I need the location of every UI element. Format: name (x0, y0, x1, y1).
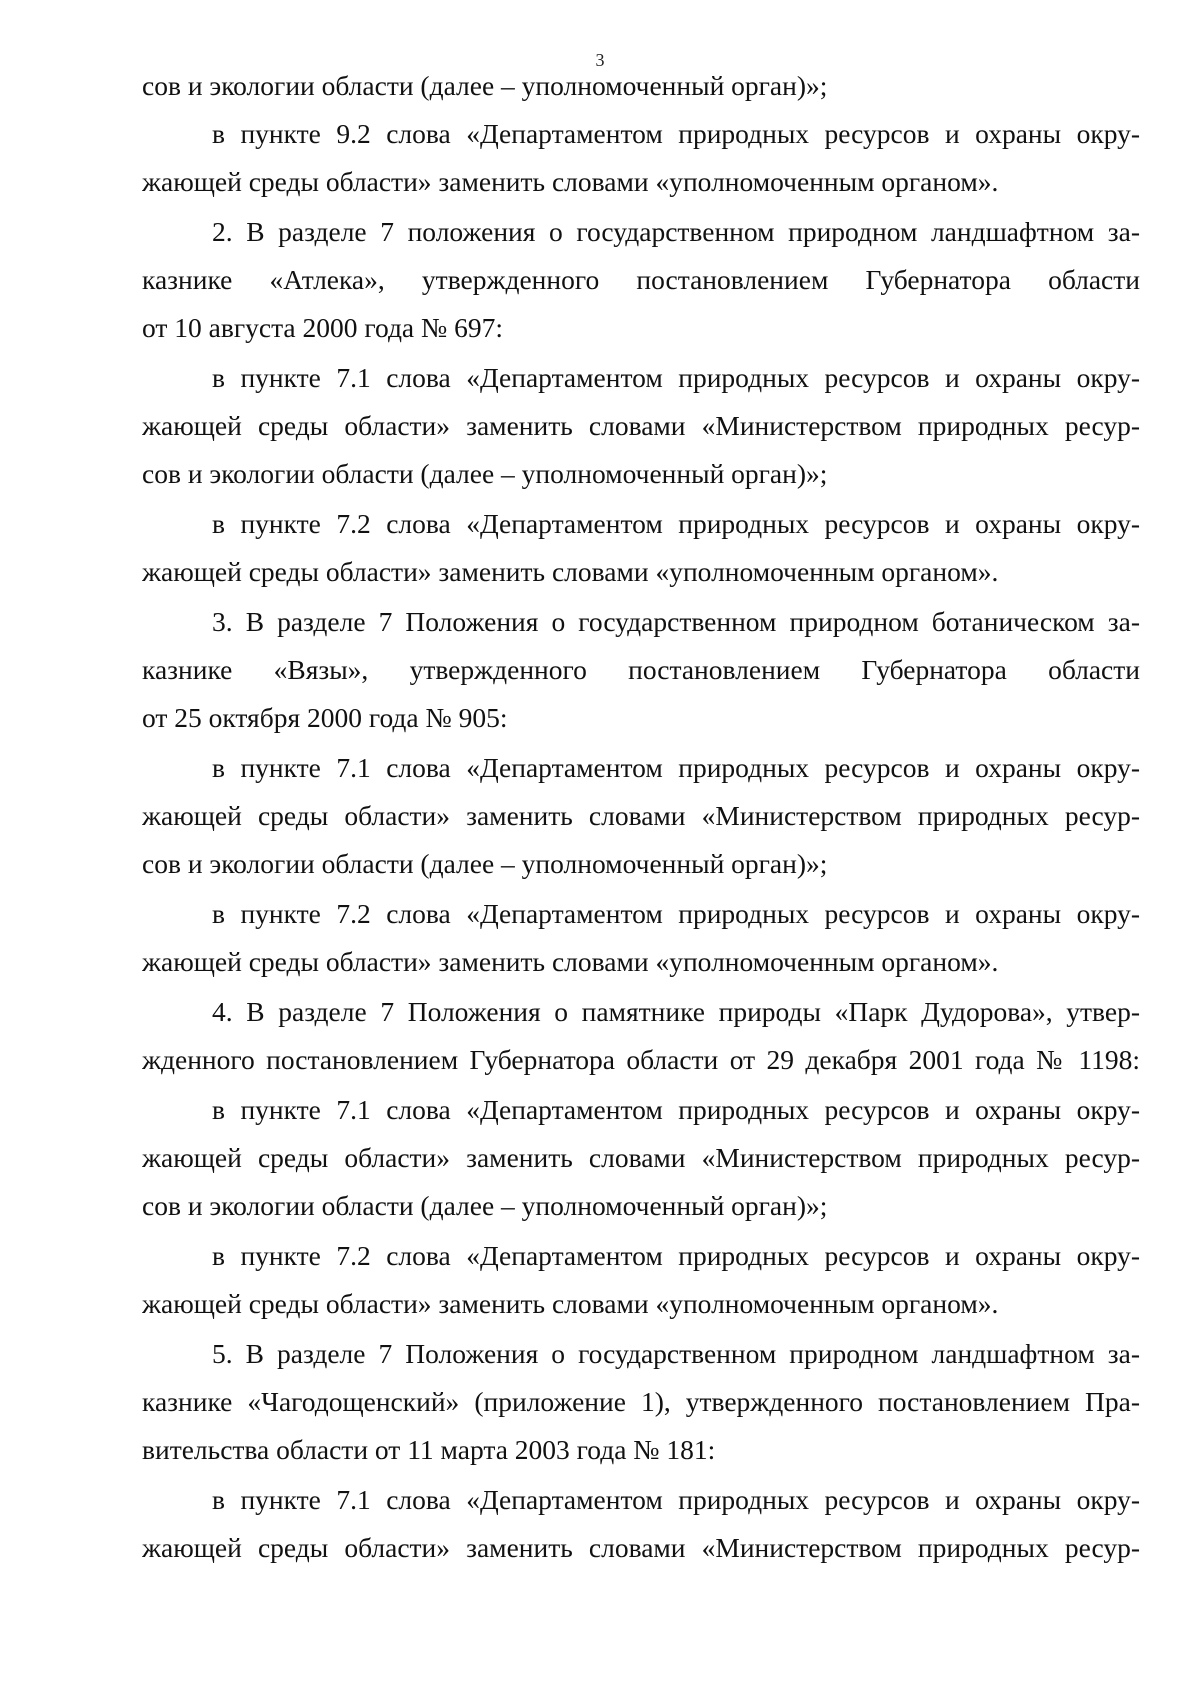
text-line: казнике «Вязы», утвержденного постановлением Губернатора области (142, 654, 1140, 685)
text-line: сов и экологии области (далее – уполномоченный орган)»; (142, 848, 828, 879)
text-line: жающей среды области» заменить словами «уполномоченным органом». (142, 1288, 999, 1319)
text-line: казнике «Атлека», утвержденного постановлением Губернатора области (142, 264, 1140, 295)
text-line: в пункте 9.2 слова «Департаментом природных ресурсов и охраны окру- (212, 118, 1140, 149)
text-line: жденного постановлением Губернатора области от 29 декабря 2001 года № 1198: (142, 1044, 1140, 1075)
text-line: 5. В разделе 7 Положения о государственном природном ландшафтном за- (212, 1338, 1140, 1369)
text-line: жающей среды области» заменить словами «уполномоченным органом». (142, 946, 999, 977)
text-line: жающей среды области» заменить словами «Министерством природных ресур- (142, 1532, 1140, 1563)
text-line: в пункте 7.1 слова «Департаментом природных ресурсов и охраны окру- (212, 1484, 1140, 1515)
text-line: 2. В разделе 7 положения о государственном природном ландшафтном за- (212, 216, 1140, 247)
text-line: от 25 октября 2000 года № 905: (142, 702, 508, 733)
text-line: казнике «Чагодощенский» (приложение 1), утвержденного постановлением Пра- (142, 1386, 1140, 1417)
text-line: 3. В разделе 7 Положения о государственном природном ботаническом за- (212, 606, 1140, 637)
text-line: в пункте 7.2 слова «Департаментом природных ресурсов и охраны окру- (212, 508, 1140, 539)
page-number: 3 (595, 50, 605, 70)
text-line: в пункте 7.2 слова «Департаментом природных ресурсов и охраны окру- (212, 1240, 1140, 1271)
text-line: от 10 августа 2000 года № 697: (142, 312, 504, 343)
text-line: в пункте 7.2 слова «Департаментом природных ресурсов и охраны окру- (212, 898, 1140, 929)
text-line: жающей среды области» заменить словами «Министерством природных ресур- (142, 800, 1140, 831)
text-line: сов и экологии области (далее – уполномоченный орган)»; (142, 70, 828, 101)
text-line: 4. В разделе 7 Положения о памятнике природы «Парк Дудорова», утвер- (212, 996, 1140, 1027)
text-line: в пункте 7.1 слова «Департаментом природных ресурсов и охраны окру- (212, 1094, 1140, 1125)
text-line: жающей среды области» заменить словами «Министерством природных ресур- (142, 1142, 1140, 1173)
text-line: в пункте 7.1 слова «Департаментом природных ресурсов и охраны окру- (212, 362, 1140, 393)
text-line: сов и экологии области (далее – уполномоченный орган)»; (142, 458, 828, 489)
text-line: жающей среды области» заменить словами «уполномоченным органом». (142, 166, 999, 197)
text-line: вительства области от 11 марта 2003 года № 181: (142, 1434, 716, 1465)
text-line: жающей среды области» заменить словами «уполномоченным органом». (142, 556, 999, 587)
text-line: в пункте 7.1 слова «Департаментом природных ресурсов и охраны окру- (212, 752, 1140, 783)
text-line: жающей среды области» заменить словами «Министерством природных ресур- (142, 410, 1140, 441)
text-line: сов и экологии области (далее – уполномоченный орган)»; (142, 1190, 828, 1221)
